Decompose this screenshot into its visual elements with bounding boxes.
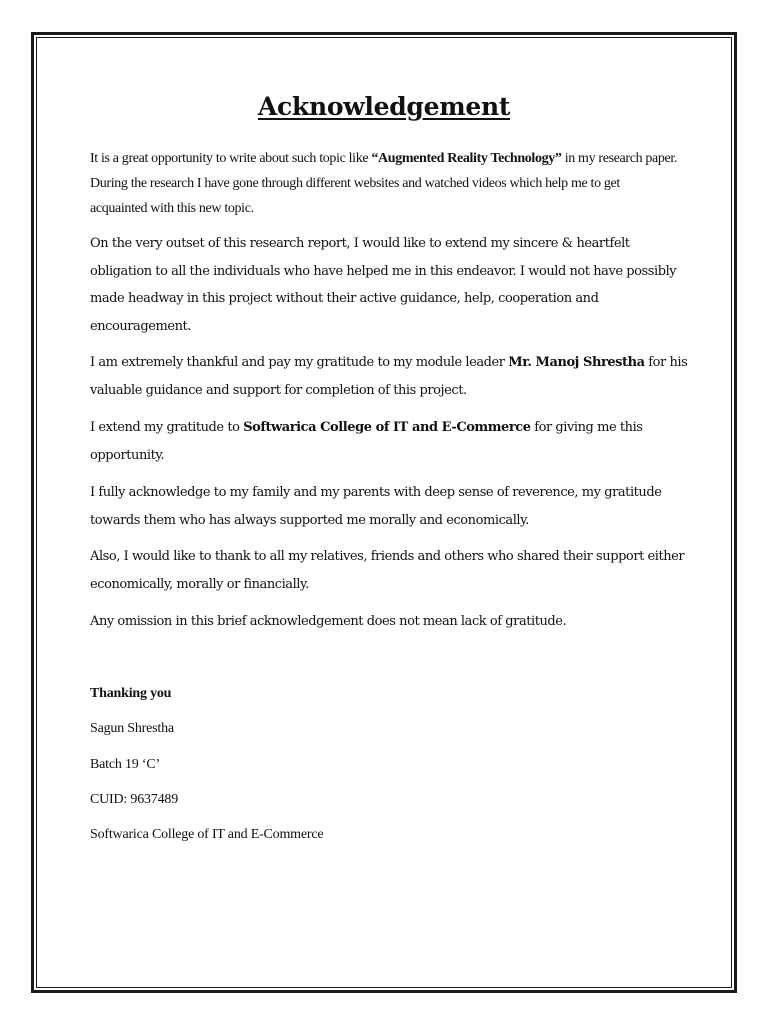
module-leader-name: Mr. Manoj Shrestha (508, 355, 645, 370)
college-name: Softwarica College of IT and E-Commerce (243, 420, 531, 435)
paragraph-obligation: On the very outset of this research report, I would like to extend my sincere & heartfelt obligation to all the individuals who have helped me in this endeavor. I would not have possibly made headway in this project without their active guidance, help, cooperation and encouragement. (90, 236, 677, 334)
paragraph-intro (90, 146, 680, 221)
paragraph-college-text-2: for giving me this opportunity. (90, 420, 643, 463)
author-batch: Batch 19 ‘C’ (90, 757, 160, 772)
closing-line: Thanking you (90, 686, 172, 701)
paragraph-college-text-1: I extend my gratitude to (90, 420, 244, 435)
paragraph-intro-text-1: It is a great opportunity to write about such topic like (90, 151, 372, 166)
paragraph-relatives: Also, I would like to thank to all my relatives, friends and others who shared their support either economically, morally or financially. (90, 549, 685, 592)
paragraph-module-leader-text-2: for his valuable guidance and support for completion of this project. (90, 355, 688, 398)
page-title: Acknowledgement (257, 92, 511, 121)
author-cuid: CUID: 9637489 (90, 792, 179, 807)
paragraph-omission: Any omission in this brief acknowledgement does not mean lack of gratitude. (90, 614, 567, 629)
paragraph-intro-text-2: in my research paper. During the research I have gone through different websites and watched videos which help me to get acquainted with this new topic. (90, 151, 678, 216)
author-college: Softwarica College of IT and E-Commerce (90, 827, 324, 842)
author-name: Sagun Shrestha (90, 721, 174, 736)
paragraph-module-leader-text-1: I am extremely thankful and pay my gratitude to my module leader (90, 355, 509, 370)
paragraph-family: I fully acknowledge to my family and my parents with deep sense of reverence, my gratitude towards them who has always supported me morally and economically. (90, 485, 662, 528)
paragraph-college (90, 414, 690, 469)
topic-name: “Augmented Reality Technology” (371, 151, 562, 166)
paragraph-module-leader (90, 349, 690, 404)
